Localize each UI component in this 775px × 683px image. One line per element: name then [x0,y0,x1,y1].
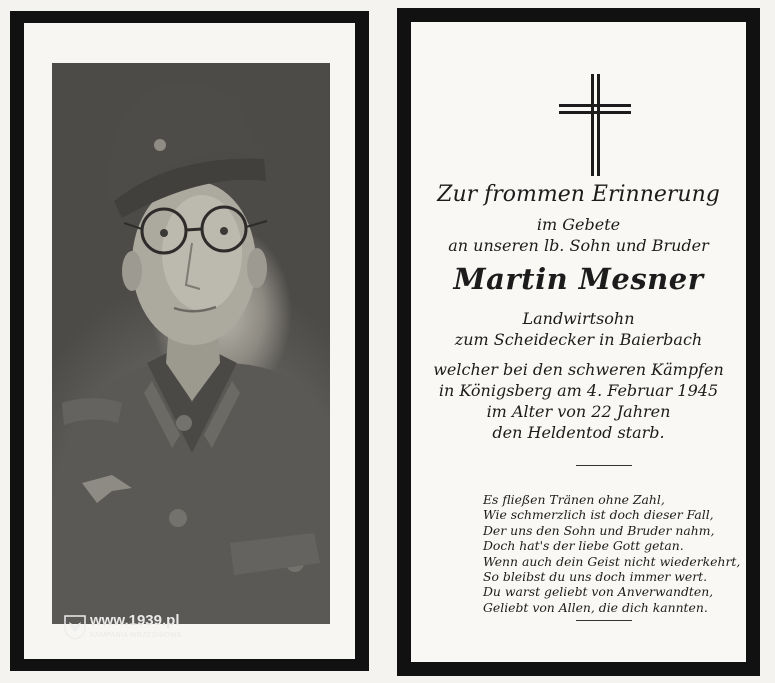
intro-line-1: im Gebete [536,215,621,234]
occupation-line: Landwirtsohn [522,309,635,328]
heading-text: Zur frommen Erinnerung [437,182,720,207]
name-text: Martin Mesner [453,262,704,296]
cross-icon [559,74,631,176]
death-block [411,359,746,443]
origin-block [411,308,746,350]
poem-line: Es fließen Tränen ohne Zahl, [483,492,665,507]
eagle-shield-icon [64,614,86,640]
intro-line-2: an unseren lb. Sohn und Bruder [448,236,709,255]
intro-block [411,214,746,256]
memorial-card [397,8,760,676]
poem-line: Doch hat's der liebe Gott getan. [483,538,684,554]
poem-line: Geliebt von Allen, die dich kannten. [483,599,708,615]
watermark-tagline: KAMPANIA WRZEŚNIOWA [90,632,182,639]
photo-card [10,11,369,671]
death-line-1: welcher bei den schweren Kämpfen [433,360,724,379]
divider-bottom [576,620,632,621]
photo-card-paper [24,23,355,659]
divider-top [576,465,632,466]
poem-line: Wie schmerzlich ist doch dieser Fall, [483,507,714,523]
poem-line: So bleibst du uns doch immer wert. [483,569,708,585]
soldier-portrait-illustration [52,63,330,624]
poem [483,492,740,615]
place-line: zum Scheidecker in Baierbach [454,330,703,349]
watermark-site: www.1939.pl [90,612,180,629]
death-line-2: in Königsberg am 4. Februar 1945 [438,381,719,400]
portrait-photo [52,63,330,639]
death-line-4: den Heldentod starb. [492,423,665,442]
poem-line: Der uns den Sohn und Bruder nahm, [483,522,715,538]
poem-line: Wenn auch dein Geist nicht wiederkehrt, [483,553,741,569]
memorial-card-paper [411,22,746,662]
poem-line: Du warst geliebt von Anverwandten, [483,584,714,600]
deceased-name [411,262,746,296]
memorial-heading [411,182,746,207]
death-line-3: im Alter von 22 Jahren [486,402,671,421]
